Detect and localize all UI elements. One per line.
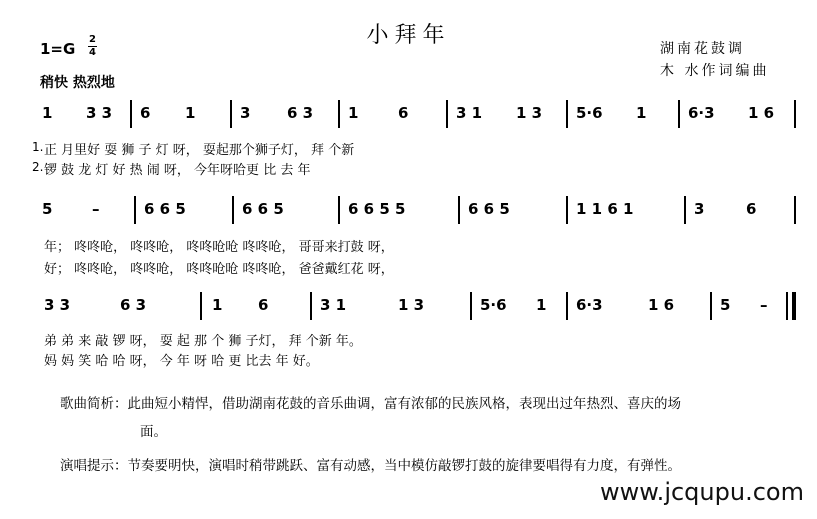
note: 3 <box>240 104 251 122</box>
credit-source: 湖南花鼓调 <box>660 41 745 57</box>
note: 1 3 <box>516 104 543 122</box>
note: – <box>92 200 100 218</box>
note: 6 3 <box>287 104 314 122</box>
note: 6 6 5 <box>144 200 186 218</box>
analysis-label: 歌曲简析： <box>60 396 128 412</box>
lyric-line: 正 月里好 耍 狮 子 灯 呀， 耍起那个狮子灯， 拜 个新 <box>44 143 355 158</box>
note: 6 6 5 <box>242 200 284 218</box>
note: 6 <box>140 104 151 122</box>
note: 1 <box>185 104 196 122</box>
note: 1 1 6 1 <box>576 200 634 218</box>
time-numerator: 2 <box>89 34 96 45</box>
tips-text: 节奏要明快，演唱时稍带跳跃、富有动感，当中模仿敲锣打鼓的旋律要唱得有力度，有弹性。 <box>127 458 681 474</box>
note: 6 6 5 5 <box>348 200 406 218</box>
note: 6 <box>258 296 269 314</box>
note: 1 <box>536 296 547 314</box>
note: 6 <box>746 200 757 218</box>
note: 1 6 <box>748 104 775 122</box>
note: 6·3 <box>576 296 603 314</box>
note: 5·6 <box>576 104 603 122</box>
note: 5 <box>42 200 53 218</box>
note: 6 <box>398 104 409 122</box>
note: – <box>760 296 768 314</box>
note: 1 6 <box>648 296 675 314</box>
time-denominator: 4 <box>89 47 96 58</box>
note: 3 1 <box>320 296 347 314</box>
note: 3 <box>694 200 705 218</box>
song-title: 小拜年 <box>366 23 451 48</box>
key-signature: 1=G <box>40 40 76 58</box>
lyric-line: 年； 咚咚呛， 咚咚呛， 咚咚呛呛 咚咚呛， 哥哥来打鼓 呀， <box>44 240 394 255</box>
lyric-line: 妈 妈 笑 哈 哈 呀， 今 年 呀 哈 更 比去 年 好。 <box>44 354 319 369</box>
lyric-line: 弟 弟 来 敲 锣 呀， 耍 起 那 个 狮 子灯， 拜 个新 年。 <box>44 334 362 349</box>
note: 5·6 <box>480 296 507 314</box>
note: 1 <box>348 104 359 122</box>
note: 6 6 5 <box>468 200 510 218</box>
time-signature <box>88 35 97 58</box>
verse-number-2: 2. <box>32 160 44 174</box>
verse-number-1: 1. <box>32 140 44 154</box>
note: 6·3 <box>688 104 715 122</box>
analysis-text: 此曲短小精悍，借助湖南花鼓的音乐曲调，富有浓郁的民族风格，表现出过年热烈、喜庆的场 <box>127 396 681 412</box>
tempo-marking: 稍快 热烈地 <box>40 75 115 91</box>
credit-author: 木 水作词编曲 <box>660 63 770 79</box>
tips-label: 演唱提示： <box>60 458 128 474</box>
lyric-line: 锣 鼓 龙 灯 好 热 闹 呀， 今年呀哈更 比 去 年 <box>44 163 311 178</box>
note: 3 3 <box>44 296 71 314</box>
note: 1 <box>636 104 647 122</box>
analysis-text-cont: 面。 <box>140 424 167 440</box>
note: 1 3 <box>398 296 425 314</box>
note: 1 <box>212 296 223 314</box>
watermark: www.jcqupu.com <box>600 478 804 506</box>
note: 5 <box>720 296 731 314</box>
note: 1 <box>42 104 53 122</box>
note: 3 3 <box>86 104 113 122</box>
lyric-line: 好； 咚咚呛， 咚咚呛， 咚咚呛呛 咚咚呛， 爸爸戴红花 呀， <box>44 262 394 277</box>
note: 6 3 <box>120 296 147 314</box>
note: 3 1 <box>456 104 483 122</box>
